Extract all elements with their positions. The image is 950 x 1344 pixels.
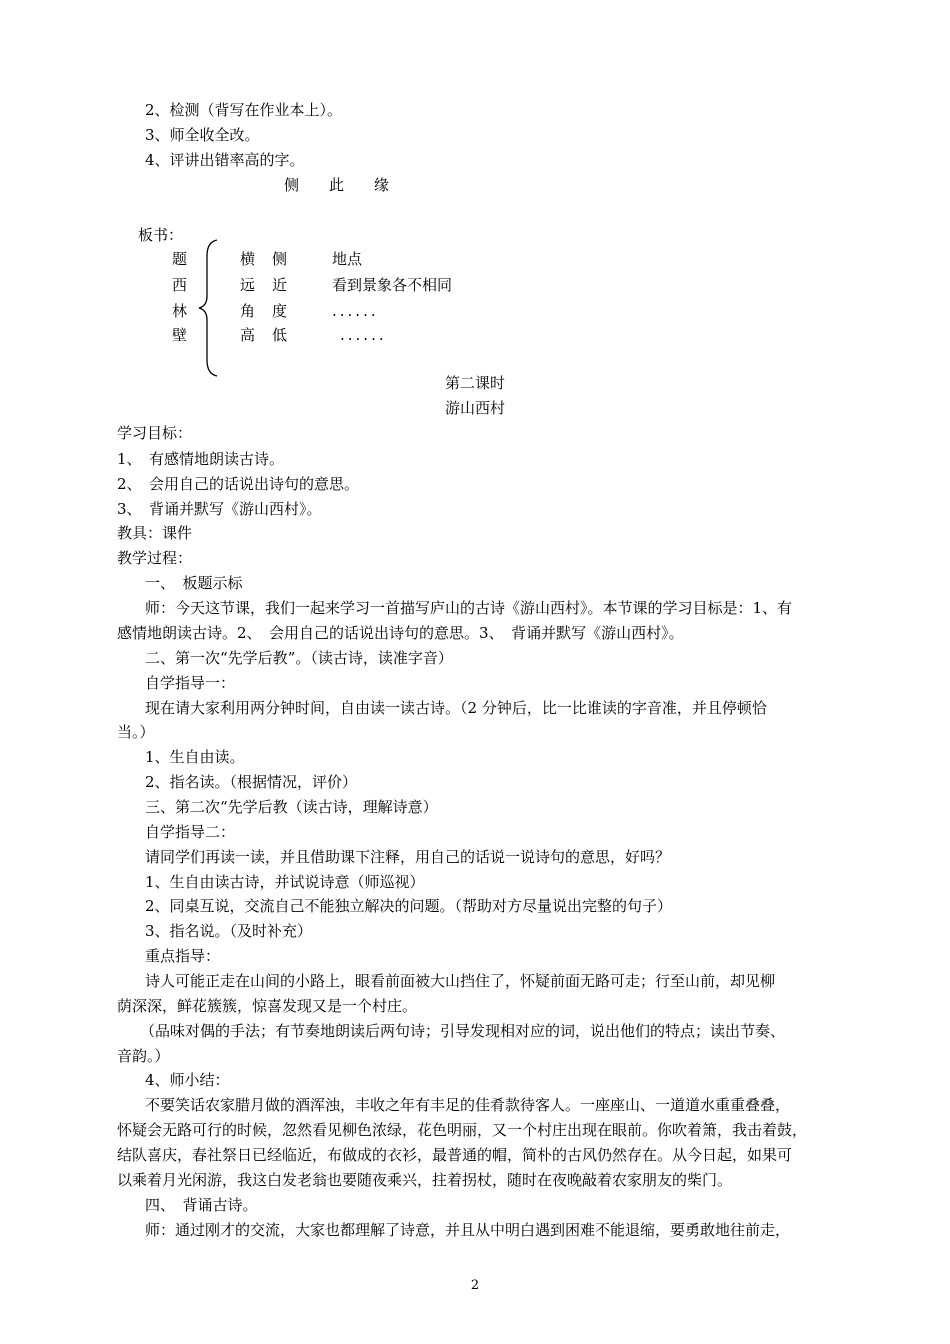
text-line: 师：今天这节课，我们一起来学习一首描写庐山的古诗《游山西村》。本节课的学习目标是：1、有 [145,599,793,617]
board-cell: 侧 [272,250,288,268]
text-line: 3、指名说。（及时补充） [145,922,313,940]
text-line: 诗人可能正走在山间的小路上，眼看前面被大山挡住了，怀疑前面无路可走；行至山前，却见柳 [145,972,776,990]
lesson-title: 第二课时 [444,374,505,392]
board-cell: 低 [272,326,288,344]
board-cell: 度 [272,302,288,320]
curly-brace [195,238,225,378]
text-line: 2、检测（背写在作业本上）。 [145,101,343,119]
goals-label: 学习目标： [117,424,193,442]
page-number: 2 [470,1278,480,1293]
board-cell: ...... [332,302,379,320]
board-cell: 近 [272,276,288,294]
text-line: 怀疑会无路可行的时候，忽然看见柳色浓绿，花色明丽，又一个村庄出现在眼前。你吹着箫，我击着鼓， [117,1121,808,1139]
board-cell: 地点 [332,250,363,268]
board-left-char: 壁 [172,326,188,344]
board-left-char: 西 [172,276,188,294]
text-line: 现在请大家利用两分钟时间，自由读一读古诗。（2 分钟后，比一比谁读的字音准，并且停顿恰 [145,699,767,717]
board-label: 板书： [138,226,184,244]
step-heading: 四、 背诵古诗。 [145,1196,258,1214]
text-line: （品味对偶的手法；有节奏地朗读后两句诗；引导发现相对应的词，说出他们的特点；读出节奏、 [140,1022,786,1040]
text-line: 音韵。） [117,1047,170,1065]
text-line: 4、评讲出错率高的字。 [145,151,305,169]
text-line: 以乘着月光闲游，我这白发老翁也要随夜乘兴，拄着拐杖，随时在夜晚敲着农家朋友的柴门。 [117,1171,733,1189]
board-cell: 远 [240,276,256,294]
text-line: 不要笑话农家腊月做的酒浑浊，丰收之年有丰足的佳肴款待客人。一座座山、一道道水重重叠叠， [145,1096,791,1114]
text-line: 1、生自由读古诗，并试说诗意（师巡视） [145,873,425,891]
text-line: 请同学们再读一读，并且借助课下注释，用自己的话说一说诗句的意思，好吗？ [145,848,671,866]
step-heading: 二、第一次“先学后教”。（读古诗，读准字音） [145,649,453,667]
poem-title: 游山西村 [444,399,505,417]
board-cell: 横 [240,250,256,268]
summary-label: 4、师小结： [145,1071,230,1089]
text-line: 荫深深，鲜花簇簇，惊喜发现又是一个村庄。 [117,997,418,1015]
tools-line: 教具：课件 [117,524,193,542]
text-line: 3、师全收全改。 [145,126,260,144]
board-cell: ...... [340,326,387,344]
goal-item: 3、 背诵并默写《游山西村》。 [117,500,322,518]
guide-label: 自学指导二： [145,823,236,841]
board-cell: 看到景象各不相同 [332,276,453,294]
guide-label: 自学指导一： [145,674,236,692]
board-left-char: 林 [172,302,188,320]
text-line: 1、生自由读。 [145,748,245,766]
text-line: 2、同桌互说，交流自己不能独立解决的问题。（帮助对方尽量说出完整的句子） [145,897,673,915]
text-line: 2、指名读。（根据情况，评价） [145,773,358,791]
process-label: 教学过程： [117,549,193,567]
board-cell: 角 [240,302,256,320]
heading-chars: 侧 此 缘 [284,176,390,194]
key-label: 重点指导： [145,947,221,965]
board-cell: 高 [240,326,256,344]
goal-item: 2、 会用自己的话说出诗句的意思。 [117,475,360,493]
text-line: 当。） [117,723,155,741]
step-heading: 三、第二次“先学后教（读古诗，理解诗意） [145,798,438,816]
text-line: 感情地朗读古诗。2、 会用自己的话说出诗句的意思。3、 背诵并默写《游山西村》。 [117,624,684,642]
step-heading: 一、 板题示标 [145,574,243,592]
text-line: 结队喜庆，春社祭日已经临近，布做成的衣衫，最普通的帽，简朴的古风仍然存在。从今日起，如果可 [117,1146,793,1164]
goal-item: 1、 有感情地朗读古诗。 [117,450,285,468]
board-left-char: 题 [172,250,188,268]
text-line: 师：通过刚才的交流，大家也都理解了诗意，并且从中明白遇到困难不能退缩，要勇敢地往前走， [145,1221,791,1239]
